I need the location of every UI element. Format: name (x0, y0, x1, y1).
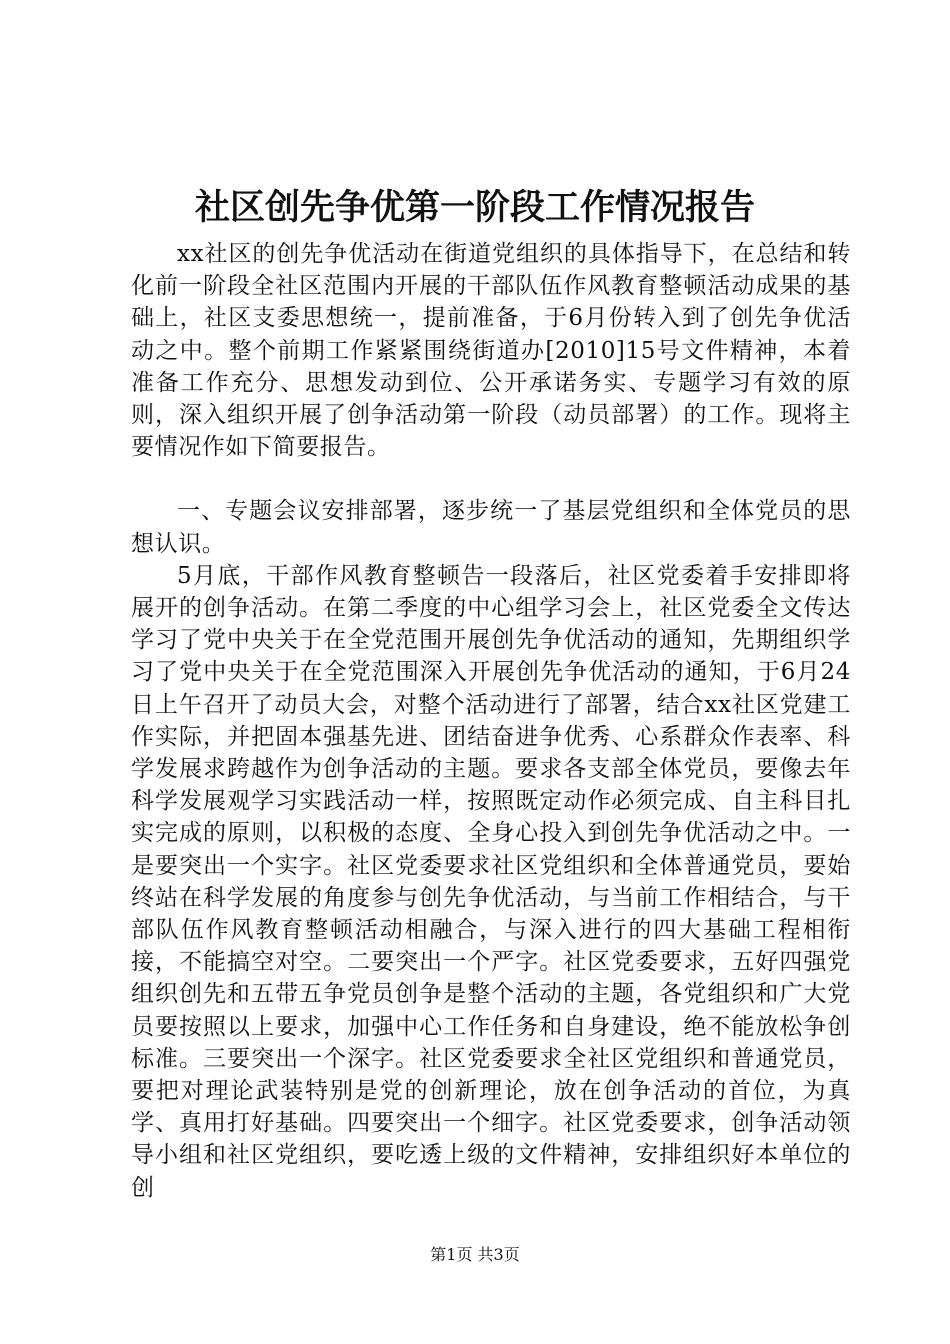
paragraph-spacer (131, 463, 851, 495)
document-body (131, 238, 851, 1204)
paragraph-section-heading: 一、专题会议安排部署，逐步统一了基层党组织和全体党员的思想认识。 (131, 498, 851, 557)
page-footer: 第1页 共3页 (430, 1245, 520, 1264)
document-title: 社区创先争优第一阶段工作情况报告 (194, 187, 755, 228)
paragraph-section-body: 5月底，干部作风教育整顿告一段落后，社区党委着手安排即将展开的创争活动。在第二季度的中心组学习会上，社区党委全文传达学习了党中央关于在全党范围开展创先争优活动的通知，先期组织学习了党中央关于在全党范围深入开展创先争优活动的通知，于6月24日上午召开了动员大会，对整个活动进行了部署，结合xx社区党建工作实际，并把固本强基先进、团结奋进争优秀、心系群众作表率、科学发展求跨越作为创争活动的主题。要求各支部全体党员，要像去年科学发展观学习实践活动一样，按照既定动作必须完成、自主科目扎实完成的原则，以积极的态度、全身心投入到创先争优活动之中。一是要突出一个实字。社区党委要求社区党组织和全体普通党员，要始终站在科学发展的角度参与创先争优活动，与当前工作相结合，与干部队伍作风教育整顿活动相融合，与深入进行的四大基础工程相衔接，不能搞空对空。二要突出一个严字。社区党委要求，五好四强党组织创先和五带五争党员创争是整个活动的主题，各党组织和广大党员要按照以上要求，加强中心工作任务和自身建设，绝不能放松争创标准。三要突出一个深字。社区党委要求全社区党组织和普通党员，要把对理论武装特别是党的创新理论，放在创争活动的首位，为真学、真用打好基础。四要突出一个细字。社区党委要求，创争活动领导小组和社区党组织，要吃透上级的文件精神，安排组织好本单位的创 (131, 562, 851, 1201)
paragraph-intro: xx社区的创先争优活动在街道党组织的具体指导下，在总结和转化前一阶段全社区范围内开展的干部队伍作风教育整顿活动成果的基础上，社区支委思想统一，提前准备，于6月份转入到了创先争优活动之中。整个前期工作紧紧围绕街道办[2010]15号文件精神，本着准备工作充分、思想发动到位、公开承诺务实、专题学习有效的原则，深入组织开展了创争活动第一阶段（动员部署）的工作。现将主要情况作如下简要报告。 (131, 241, 851, 461)
